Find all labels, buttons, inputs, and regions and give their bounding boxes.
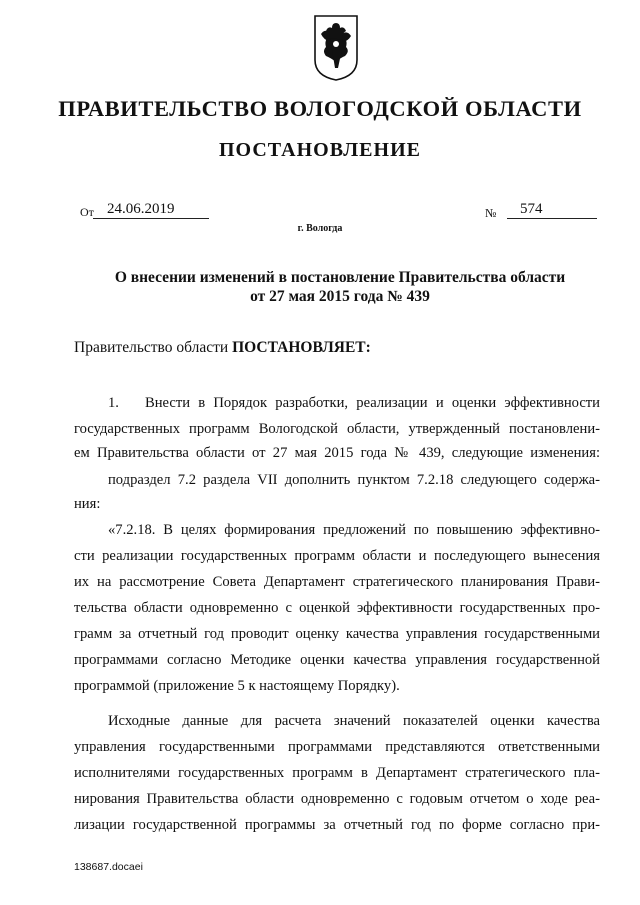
subject-line: от 27 мая 2015 года № 439 (250, 288, 430, 305)
number-prefix: № (485, 206, 497, 220)
body-line: ния: (74, 496, 101, 512)
body-line: лизации государственной программы за отчетный год по форме согласно при- (74, 817, 600, 833)
city-label: г. Вологда (297, 223, 343, 234)
file-name: 138687.docaei (74, 861, 143, 873)
body-line: ем Правительства области от 27 мая 2015 года № 439, следующие изменения: (74, 445, 600, 461)
body-line: их на рассмотрение Совета Департамент стратегического планирования Прави- (74, 574, 600, 590)
preamble-bold: ПОСТАНОВЛЯЕТ: (232, 339, 371, 356)
coat-of-arms-icon (313, 14, 359, 82)
date-underline (93, 218, 209, 219)
body-line: государственных программ Вологодской области, утвержденный постановлени- (74, 421, 600, 437)
preamble (74, 339, 371, 357)
body-line: управления государственными программами представляются ответственными (74, 739, 600, 755)
number-underline (507, 218, 597, 219)
document-number: 574 (520, 201, 543, 217)
body-line: тельства области одновременно с оценкой эффективности государственных про- (74, 600, 600, 616)
preamble-text: Правительство области (74, 339, 233, 356)
subject-line: О внесении изменений в постановление Правительства области (114, 269, 566, 286)
item-number: 1. (108, 395, 119, 411)
body-line: Внести в Порядок разработки, реализации и оценки эффективности (145, 395, 600, 411)
body-line: Исходные данные для расчета значений показателей оценки качества (108, 713, 600, 729)
document-date: 24.06.2019 (107, 201, 175, 217)
body-line: «7.2.18. В целях формирования предложений по повышению эффективно- (108, 522, 600, 538)
body-line: программами согласно Методике оценки качества управления государственной (74, 652, 600, 668)
body-line: подраздел 7.2 раздела VII дополнить пунктом 7.2.18 следующего содержа- (108, 472, 600, 488)
government-title: ПРАВИТЕЛЬСТВО ВОЛОГОДСКОЙ ОБЛАСТИ (58, 96, 582, 121)
document-type: ПОСТАНОВЛЕНИЕ (219, 139, 421, 161)
body-line: сти реализации государственных программ области и последующего вынесения (74, 548, 600, 564)
body-line: исполнителями государственных программ в Департамент стратегического пла- (74, 765, 600, 781)
body-line: грамм за отчетный год проводит оценку качества управления государственными (74, 626, 600, 642)
body-line: программой (приложение 5 к настоящему Порядку). (74, 678, 400, 694)
date-prefix: От (80, 205, 94, 219)
body-line: нирования Правительства области одновременно с годовым отчетом о ходе реа- (74, 791, 600, 807)
document-subject (60, 268, 620, 306)
